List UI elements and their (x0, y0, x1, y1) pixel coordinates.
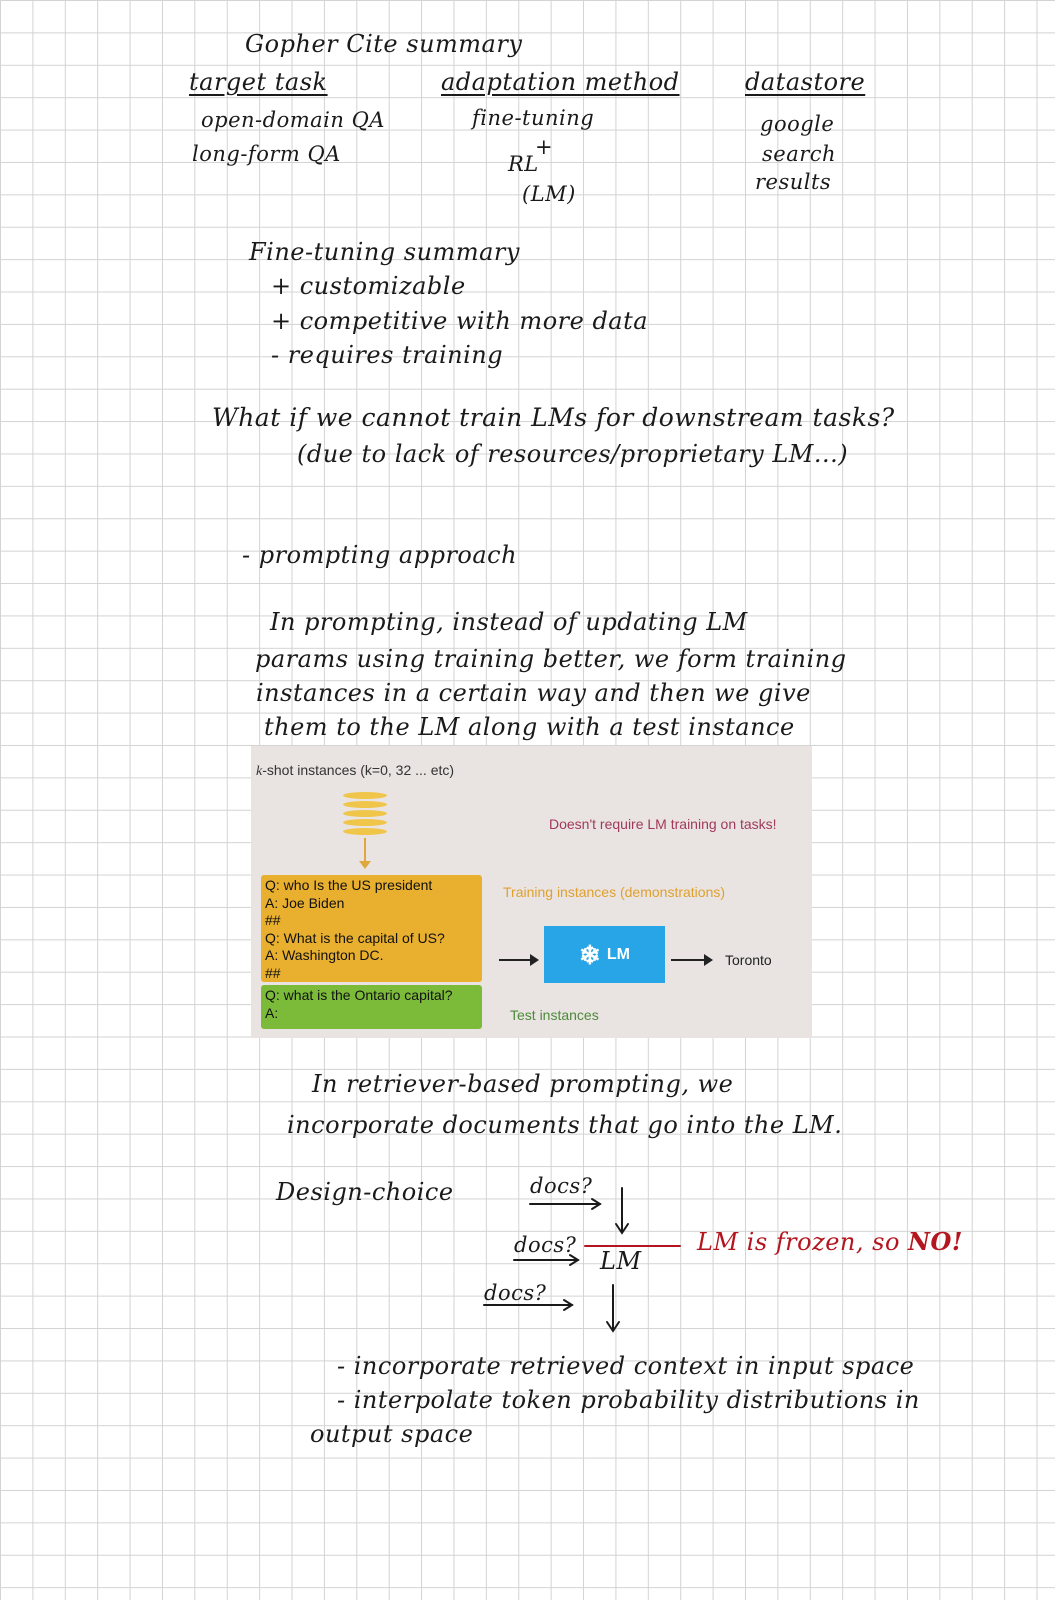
method-item-rl: RL (508, 152, 539, 176)
lm-label: LM (606, 945, 630, 963)
docs-label-3: docs? (484, 1281, 547, 1305)
design-lm-label: LM (600, 1247, 642, 1275)
design-choice-label: Design-choice (276, 1178, 454, 1206)
train-line: A: Washington DC. (265, 947, 384, 964)
train-line: Q: What is the capital of US? (265, 929, 445, 946)
option-line-2: - interpolate token probability distributions in (337, 1386, 920, 1414)
finetune-point-2: + competitive with more data (271, 307, 649, 335)
finetune-title: Fine-tuning summary (249, 238, 520, 266)
test-line: Q: what is the Ontario capital? (265, 987, 453, 1003)
training-instances-label: Training instances (demonstrations) (503, 884, 726, 900)
prompting-para-4: them to the LM along with a test instance (264, 713, 795, 741)
lm-frozen-note: LM is frozen, so NO! (697, 1227, 963, 1256)
no-emphasis: NO! (908, 1227, 963, 1256)
retriever-line-2: incorporate documents that go into the LM. (287, 1111, 843, 1139)
gopher-title: Gopher Cite summary (245, 30, 523, 58)
retriever-line-1: In retriever-based prompting, we (312, 1070, 734, 1098)
output-label: Toronto (725, 952, 772, 968)
prompting-heading: - prompting approach (242, 541, 518, 569)
datastore-heading: datastore (745, 68, 866, 96)
train-line: ## (265, 912, 281, 929)
docs-label-1: docs? (530, 1174, 593, 1198)
adaptation-method-heading: adaptation method (441, 68, 680, 96)
method-item-lm: (LM) (522, 182, 576, 206)
target-item-1: open-domain QA (201, 108, 385, 132)
docs-label-2: docs? (514, 1233, 577, 1257)
train-line: Q: who Is the US president (265, 877, 433, 893)
question-line-1: What if we cannot train LMs for downstream tasks? (212, 403, 895, 432)
finetune-point-1: + customizable (271, 272, 466, 300)
option-line-3: output space (310, 1420, 474, 1448)
datastore-item-2: search (762, 142, 837, 166)
datastore-item-3: results (755, 170, 832, 194)
kshot-caption: k-shot instances (k=0, 32 ... etc) (256, 762, 455, 779)
target-item-2: long-form QA (192, 142, 341, 166)
test-instances-label: Test instances (510, 1007, 599, 1023)
train-line: ## (265, 964, 281, 981)
test-line: A: (265, 1004, 279, 1021)
finetune-point-3: - requires training (271, 341, 504, 369)
datastore-item-1: google (760, 112, 835, 136)
method-item-plus: + (535, 135, 554, 159)
prompting-para-2: params using training better, we form training (255, 645, 847, 673)
train-line: A: Joe Biden (265, 894, 345, 911)
prompting-para-3: instances in a certain way and then we give (256, 679, 811, 707)
prompting-para-1: In prompting, instead of updating LM (270, 608, 748, 636)
method-item-finetuning: fine-tuning (472, 106, 595, 130)
target-task-heading: target task (189, 68, 328, 96)
question-line-2: (due to lack of resources/proprietary LM...) (297, 440, 849, 468)
no-training-note: Doesn't require LM training on tasks! (549, 816, 777, 832)
snowflake-icon: ❄ (579, 939, 601, 970)
option-line-1: - incorporate retrieved context in input space (337, 1352, 915, 1380)
